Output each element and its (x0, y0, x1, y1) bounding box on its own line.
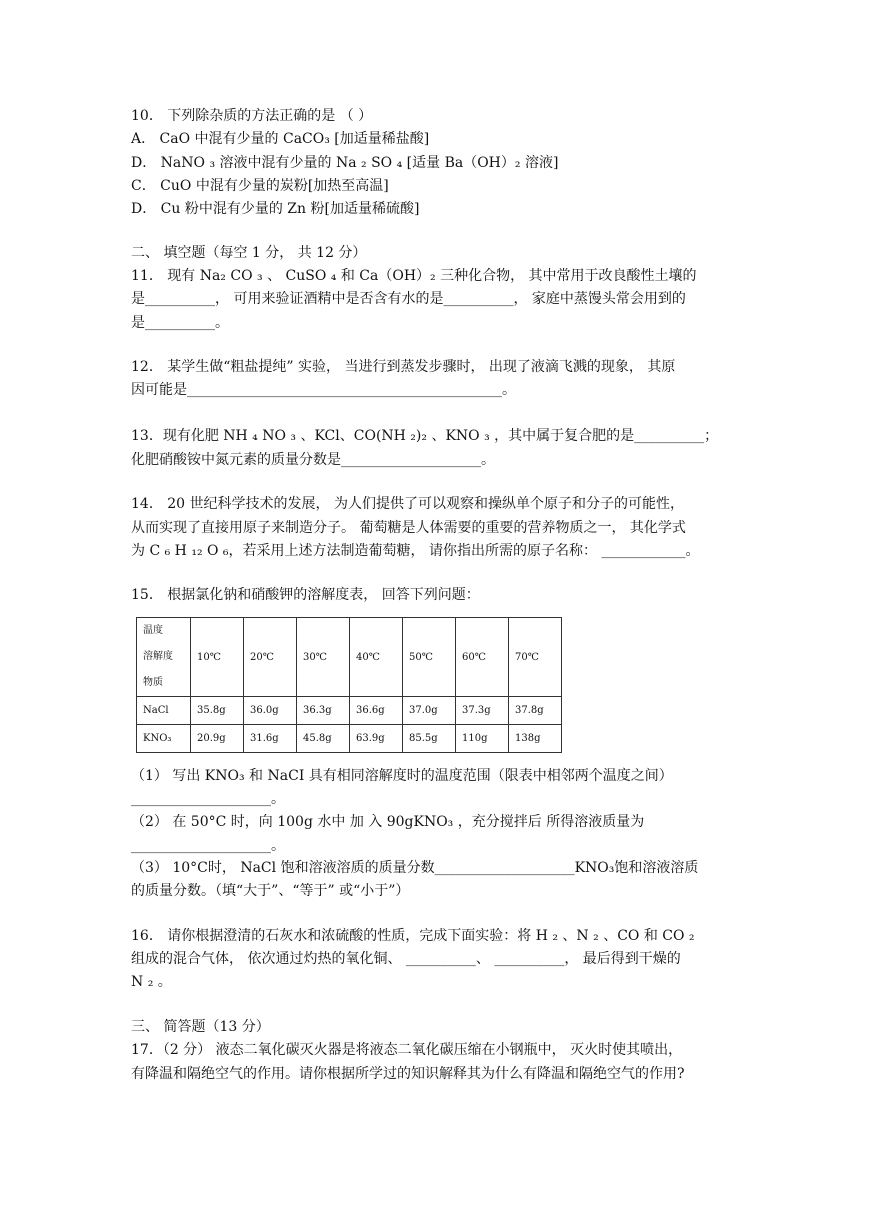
q14-line-1: 14． 20 世纪科学技术的发展， 为人们提供了可以观察和操纵单个原子和分子的可能性， (131, 496, 684, 512)
solubility-table (136, 617, 562, 753)
q12-line-1: 12． 某学生做“粗盐提纯” 实验， 当进行到蒸发步骤时， 出现了液滴飞溅的现象， 其原 (131, 359, 676, 375)
substance-cell: KNO₃ (137, 725, 191, 753)
section-3-heading: 三、 简答题（13 分） (131, 1019, 270, 1035)
value-cell: 20.9g (191, 725, 244, 753)
q13-line-1: 13．现有化肥 NH ₄ NO ₃ 、KCl、CO(NH ₂)₂ 、KNO ₃ ，其中属于复合肥的是__________； (131, 428, 719, 444)
value-cell: 85.5g (403, 725, 456, 753)
header-line: 温度 (143, 625, 163, 636)
value-cell: 36.0g (244, 697, 297, 725)
temp-cell: 60℃ (456, 618, 509, 697)
q14-line-2: 从而实现了直接用原子来制造分子。 葡萄糖是人体需要的重要的营养物质之一， 其化学式 (131, 520, 686, 536)
q10-option-c: C． CuO 中混有少量的炭粉[加热至高温] (131, 178, 389, 194)
header-label-cell (137, 618, 191, 697)
value-cell: 37.0g (403, 697, 456, 725)
value-cell: 63.9g (350, 725, 403, 753)
header-line: 溶解度 (143, 651, 173, 662)
q12-line-2: 因可能是_____________________________________________。 (131, 382, 516, 398)
q11-line-1: 11． 现有 Na₂ CO ₃ 、 CuSO ₄ 和 Ca（OH）₂ 三种化合物， 其中常用于改良酸性土壤的 (131, 268, 697, 284)
temp-cell: 10℃ (191, 618, 244, 697)
temp-cell: 20℃ (244, 618, 297, 697)
value-cell: 36.3g (297, 697, 350, 725)
q10-stem: 10． 下列除杂质的方法正确的是 （ ） (131, 108, 373, 124)
section-2-heading: 二、 填空题（每空 1 分， 共 12 分） (131, 245, 367, 261)
temp-cell: 70℃ (509, 618, 562, 697)
q17-line-1: 17．（2 分） 液态二氧化碳灭火器是将液态二氧化碳压缩在小钢瓶中， 灭火时使其喷出， (131, 1042, 683, 1058)
table-row (137, 697, 562, 725)
substance-cell: NaCl (137, 697, 191, 725)
value-cell: 138g (509, 725, 562, 753)
header-line: 物质 (143, 677, 163, 688)
table-header-row (137, 618, 562, 697)
q15-stem: 15． 根据氯化钠和硝酸钾的溶解度表， 回答下列问题： (131, 587, 480, 603)
q15-sub-1-blank: ____________________。 (131, 791, 285, 807)
q14-line-3: 为 C ₆ H ₁₂ O ₆，若采用上述方法制造葡萄糖， 请你指出所需的原子名称： ____________。 (131, 543, 700, 559)
q15-sub-2: （2） 在 50°C 时，向 100g 水中 加 入 90gKNO₃ ，充分搅拌后 所得溶液质量为 (131, 814, 645, 830)
value-cell: 37.3g (456, 697, 509, 725)
value-cell: 37.8g (509, 697, 562, 725)
q15-sub-1: （1） 写出 KNO₃ 和 NaCI 具有相同溶解度时的温度范围（限表中相邻两个温度之间） (131, 768, 673, 784)
temp-cell: 50℃ (403, 618, 456, 697)
temp-cell: 30℃ (297, 618, 350, 697)
q11-line-2: 是__________， 可用来验证酒精中是否含有水的是__________， 家庭中蒸馒头常会用到的 (131, 291, 686, 307)
q10-option-b: D． NaNO ₃ 溶液中混有少量的 Na ₂ SO ₄ [适量 Ba（OH）₂ 溶液] (131, 155, 559, 171)
value-cell: 35.8g (191, 697, 244, 725)
q16-line-2: 组成的混合气体， 依次通过灼热的氧化铜、 __________、 __________， 最后得到干燥的 (131, 951, 681, 967)
q15-sub-3: （3） 10°C时， NaCl 饱和溶液溶质的质量分数____________________KNO₃饱和溶液溶质 (131, 860, 699, 876)
q15-sub-2-blank: ____________________。 (131, 838, 285, 854)
q17-line-2: 有降温和隔绝空气的作用。请你根据所学过的知识解释其为什么有降温和隔绝空气的作用? (131, 1066, 685, 1082)
q10-option-d: D． Cu 粉中混有少量的 Zn 粉[加适量稀硫酸] (131, 201, 420, 217)
q16-line-1: 16． 请你根据澄清的石灰水和浓硫酸的性质，完成下面实验：将 H ₂ 、N ₂ 、CO 和 CO ₂ (131, 928, 695, 944)
q16-line-3: N ₂ 。 (131, 974, 172, 990)
q13-line-2: 化肥硝酸铵中氮元素的质量分数是____________________。 (131, 452, 495, 468)
table-row (137, 725, 562, 753)
value-cell: 110g (456, 725, 509, 753)
q10-option-a: A． CaO 中混有少量的 CaCO₃ [加适量稀盐酸] (131, 131, 430, 147)
q11-line-3: 是__________。 (131, 315, 229, 331)
temp-cell: 40℃ (350, 618, 403, 697)
q15-sub-3-cont: 的质量分数。（填“大于”、“等于” 或“小于”） (131, 883, 410, 899)
value-cell: 31.6g (244, 725, 297, 753)
value-cell: 36.6g (350, 697, 403, 725)
value-cell: 45.8g (297, 725, 350, 753)
